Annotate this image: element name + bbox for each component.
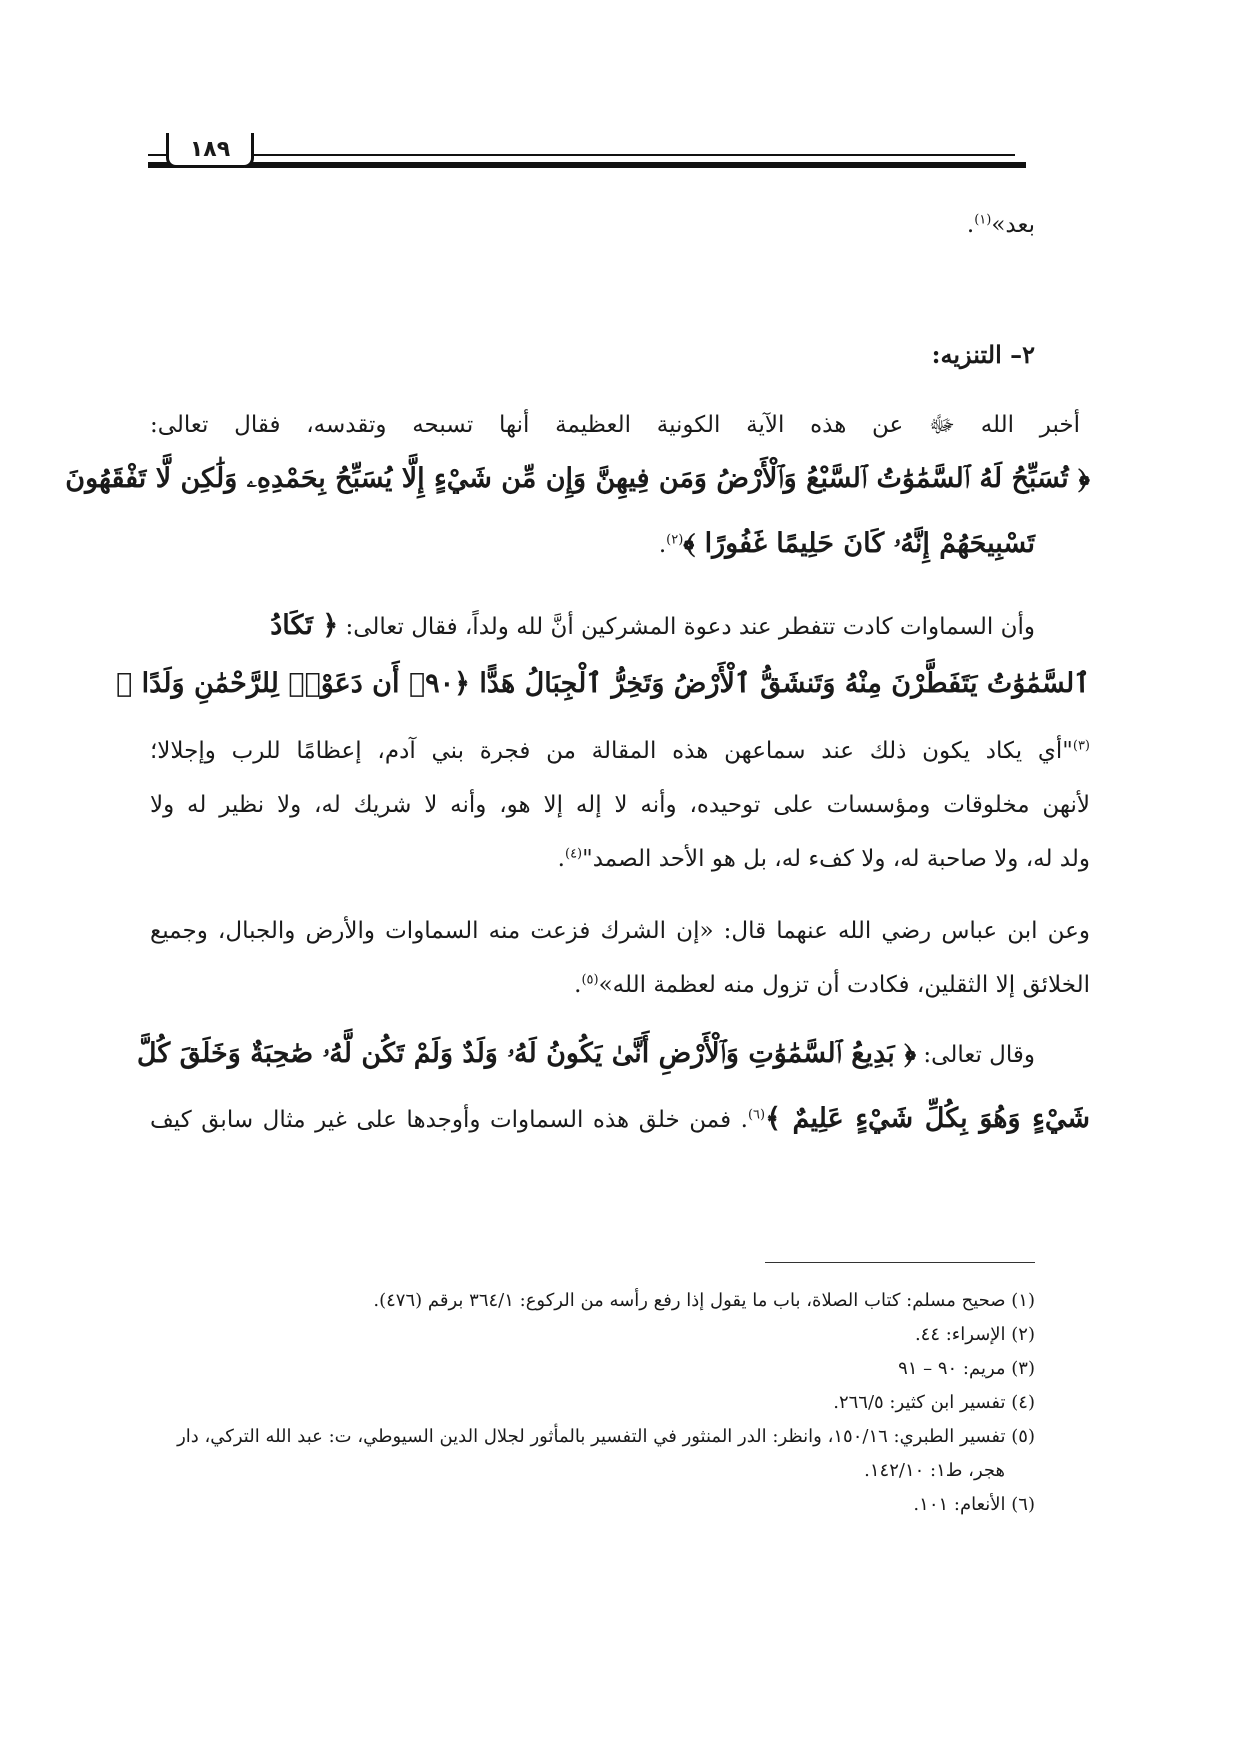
quran-verse: ﴿ تَكَادُ xyxy=(270,610,339,641)
text-span: . xyxy=(574,972,582,998)
footnote: (٤) تفسير ابن كثير: ٢٦٦/٥. xyxy=(833,1392,1035,1413)
footnote-ref: (٢) xyxy=(666,532,684,548)
paragraph-line xyxy=(150,738,1090,764)
text-span: وقال تعالى: xyxy=(916,1042,1035,1068)
footnote: (٢) الإسراء: ٤٤. xyxy=(914,1324,1035,1345)
text-span: ولد له، ولا صاحبة له، ولا كفء له، بل هو الأحد الصمد" xyxy=(582,846,1090,872)
text-span: الخلائق إلا الثقلين، فكادت أن تزول منه لعظمة الله» xyxy=(598,972,1090,998)
quran-verse: شَيْءٍ وَهُوَ بِكُلِّ شَيْءٍ عَلِيمٌ ﴾ xyxy=(765,1103,1090,1134)
quran-verse-line: ﴿ تُسَبِّحُ لَهُ ٱلسَّمَٰوَٰتُ ٱلسَّبْعُ وَٱلْأَرْضُ وَمَن فِيهِنَّ وَإِن مِّن شَيْءٍ إِلَّا يُسَبِّحُ بِحَمْدِهِۦ وَلَٰكِن لَّا تَفْقَهُونَ xyxy=(65,463,1090,494)
header-rule-thin xyxy=(148,154,1015,156)
footnote-ref: (٦) xyxy=(747,1107,766,1123)
text-span: . xyxy=(966,212,975,238)
section-heading: ٢– التنزيه: xyxy=(931,340,1035,369)
footnote-ref: (١) xyxy=(974,212,992,228)
page-number: ١٨٩ xyxy=(166,133,254,168)
footnote-ref: (٣) xyxy=(1072,738,1090,754)
text-span: وأن السماوات كادت تتفطر عند دعوة المشركين أنَّ لله ولداً، فقال تعالى: xyxy=(338,614,1035,640)
paragraph-line xyxy=(150,846,1090,872)
footnote-ref: (٤) xyxy=(564,846,583,862)
quran-verse: تَسْبِيحَهُمْ إِنَّهُۥ كَانَ حَلِيمًا غَفُورًا ﴾ xyxy=(683,528,1035,559)
quran-verse: ﴿ بَدِيعُ ٱلسَّمَٰوَٰتِ وَٱلْأَرْضِ أَنَّىٰ يَكُونُ لَهُۥ وَلَدٌ وَلَمْ تَكُن لَّهُۥ صَٰحِبَةٌ وَخَلَقَ كُلَّ xyxy=(136,1038,917,1069)
text-span: بعد» xyxy=(991,212,1035,238)
footnote-ref: (٥) xyxy=(581,972,599,988)
footnote: (٣) مريم: ٩٠ – ٩١ xyxy=(898,1358,1035,1379)
paragraph-line: لأنهن مخلوقات ومؤسسات على توحيده، وأنه لا إله إلا هو، وأنه لا شريك له، ولا نظير له ولا xyxy=(150,792,1090,818)
paragraph-line xyxy=(136,1038,1035,1070)
header-rule-thick xyxy=(245,162,1026,168)
paragraph-line xyxy=(150,610,1035,641)
footnote: هجر، ط١: ١٤٢/١٠. xyxy=(864,1460,1005,1481)
paragraph-line: أخبر الله ﷻ عن هذه الآية الكونية العظيمة أنها تسبحه وتقدسه، فقال تعالى: xyxy=(150,412,1080,438)
paragraph-line xyxy=(150,1103,1090,1134)
footnote-separator xyxy=(765,1262,1035,1263)
quran-verse-line xyxy=(150,528,1035,560)
quran-verse-line: ٱلسَّمَٰوَٰتُ يَتَفَطَّرْنَ مِنْهُ وَتَنشَقُّ ٱلْأَرْضُ وَتَخِرُّ ٱلْجِبَالُ هَدًّا ﴿٩٠﴾ أَن دَعَوْا۟ لِلرَّحْمَٰنِ وَلَدًا ﴾ xyxy=(116,668,1090,699)
footnote: (١) صحيح مسلم: كتاب الصلاة، باب ما يقول إذا رفع رأسه من الركوع: ٣٦٤/١ برقم (٤٧٦). xyxy=(373,1290,1035,1311)
text-span: . xyxy=(557,846,565,872)
text-span: . xyxy=(658,532,667,558)
paragraph-line: وعن ابن عباس رضي الله عنهما قال: «إن الشرك فزعت منه السماوات والأرض والجبال، وجميع xyxy=(150,918,1090,944)
paragraph-line xyxy=(150,972,1090,998)
text-span: . فمن خلق هذه السماوات وأوجدها على غير مثال سابق كيف xyxy=(150,1107,748,1133)
text-span: "أي يكاد يكون ذلك عند سماعهن هذه المقالة من فجرة بني آدم، إعظامًا للرب وإجلالا؛ xyxy=(150,738,1073,764)
continuation-line xyxy=(150,212,1035,238)
footnote: (٥) تفسير الطبري: ١٥٠/١٦، وانظر: الدر المنثور في التفسير بالمأثور لجلال الدين السيوطي، ت: عبد الله التركي، دار xyxy=(177,1426,1035,1447)
footnote: (٦) الأنعام: ١٠١. xyxy=(913,1494,1035,1515)
